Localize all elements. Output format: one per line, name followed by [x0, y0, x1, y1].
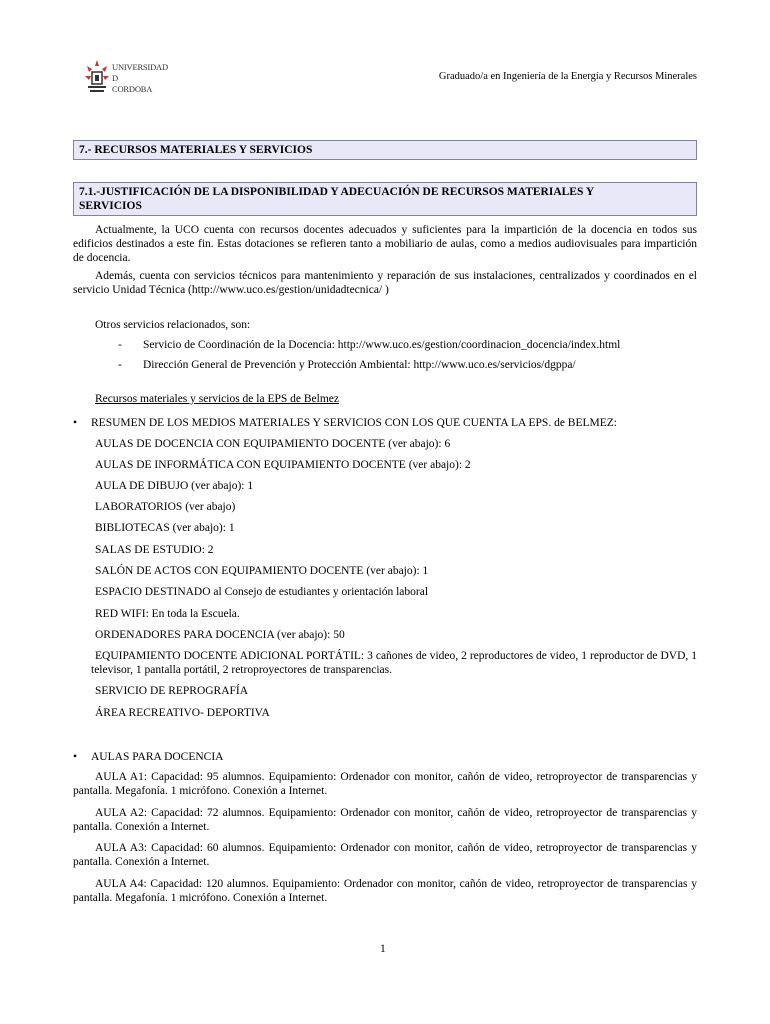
summary-item: BIBLIOTECAS (ver abajo): 1: [95, 522, 235, 534]
link-coordinacion[interactable]: Servicio de Coordinación de la Docencia: http://www.uco.es/gestion/coordinacion_docencia/index.html: [143, 339, 621, 351]
eps-heading: Recursos materiales y servicios de la EPS de Belmez: [95, 393, 339, 405]
subsection-title-line2: SERVICIOS: [79, 200, 142, 212]
dash-1: -: [118, 339, 122, 351]
summary-heading: RESUMEN DE LOS MEDIOS MATERIALES Y SERVICIOS CON LOS QUE CUENTA LA EPS. de BELMEZ:: [91, 417, 618, 429]
program-title: Graduado/a en Ingeniería de la Energía y Recursos Minerales: [438, 71, 697, 82]
paragraph-1: Actualmente, la UCO cuenta con recursos docentes adecuados y suficientes para la impartición de la docencia en todos sus edificios destinados a este fin. Estas dotaciones se refieren tanto a mobiliario de aulas, como a medios audiovisuales para impartición de docencia.: [73, 224, 697, 264]
summary-item: LABORATORIOS (ver abajo): [95, 501, 236, 513]
aula-entry: AULA A2: Capacidad: 72 alumnos. Equipamiento: Ordenador con monitor, cañón de video, retroproyector de transparencias y pantalla. Conexión a Internet.: [73, 807, 697, 833]
bullet-aulas: •: [73, 751, 78, 763]
summary-item: ÁREA RECREATIVO- DEPORTIVA: [95, 707, 270, 719]
university-logo: [84, 58, 194, 102]
logo-line3: CORDOBA: [112, 84, 153, 94]
aula-entry: AULA A4: Capacidad: 120 alumnos. Equipamiento: Ordenador con monitor, cañón de video, retroproyector de transparencias y pantalla. Megafonía. 1 micrófono. Conexión a Internet.: [73, 878, 697, 904]
other-services-intro: Otros servicios relacionados, son:: [95, 319, 251, 331]
paragraph-2: Además, cuenta con servicios técnicos para mantenimiento y reparación de sus instalaciones, centralizados y coordinados en el servicio Unidad Técnica (http://www.uco.es/gestion/unidadtecnica/ ): [73, 270, 697, 296]
summary-item: SERVICIO DE REPROGRAFÍA: [95, 685, 249, 697]
logo-line2: D: [112, 73, 118, 83]
logo-text: [112, 62, 168, 95]
aula-entry: AULA A1: Capacidad: 95 alumnos. Equipamiento: Ordenador con monitor, cañón de video, retroproyector de transparencias y pantalla. Megafonía. 1 micrófono. Conexión a Internet.: [73, 771, 697, 797]
summary-item: RED WIFI: En toda la Escuela.: [95, 608, 240, 620]
subsection-title: [73, 182, 697, 216]
aulas-heading: AULAS PARA DOCENCIA: [91, 751, 224, 763]
summary-item: AULA DE DIBUJO (ver abajo): 1: [95, 480, 254, 492]
aula-entry: AULA A3: Capacidad: 60 alumnos. Equipamiento: Ordenador con monitor, cañón de video, retroproyector de transparencias y pantalla. Conexión a Internet.: [73, 842, 697, 868]
summary-item: AULAS DE INFORMÁTICA CON EQUIPAMIENTO DOCENTE (ver abajo): 2: [95, 459, 471, 471]
summary-item: SALAS DE ESTUDIO: 2: [95, 544, 214, 556]
link-dgppa[interactable]: Dirección General de Prevención y Protección Ambiental: http://www.uco.es/servicios/dgppa/: [143, 359, 576, 371]
section-title: 7.- RECURSOS MATERIALES Y SERVICIOS: [73, 140, 697, 160]
bullet-summary: •: [73, 417, 78, 429]
summary-item: ESPACIO DESTINADO al Consejo de estudiantes y orientación laboral: [95, 586, 429, 598]
logo-line1: UNIVERSIDAD: [112, 62, 168, 72]
subsection-title-line1: 7.1.-JUSTIFICACIÓN DE LA DISPONIBILIDAD Y ADECUACIÓN DE RECURSOS MATERIALES Y: [79, 186, 595, 198]
summary-item: AULAS DE DOCENCIA CON EQUIPAMIENTO DOCENTE (ver abajo): 6: [95, 438, 451, 450]
equipment-item: EQUIPAMIENTO DOCENTE ADICIONAL PORTÁTIL: 3 cañones de video, 2 reproductores de video, 1 reproductor de DVD, 1 televisor, 1 pantalla portátil, 2 retroproyectores de transparencias.: [91, 650, 697, 676]
summary-item: ORDENADORES PARA DOCENCIA (ver abajo): 50: [95, 629, 345, 641]
university-seal-icon: [84, 58, 110, 98]
page-number: 1: [380, 943, 386, 955]
summary-item: SALÓN DE ACTOS CON EQUIPAMIENTO DOCENTE (ver abajo): 1: [95, 565, 429, 577]
dash-2: -: [118, 359, 122, 371]
